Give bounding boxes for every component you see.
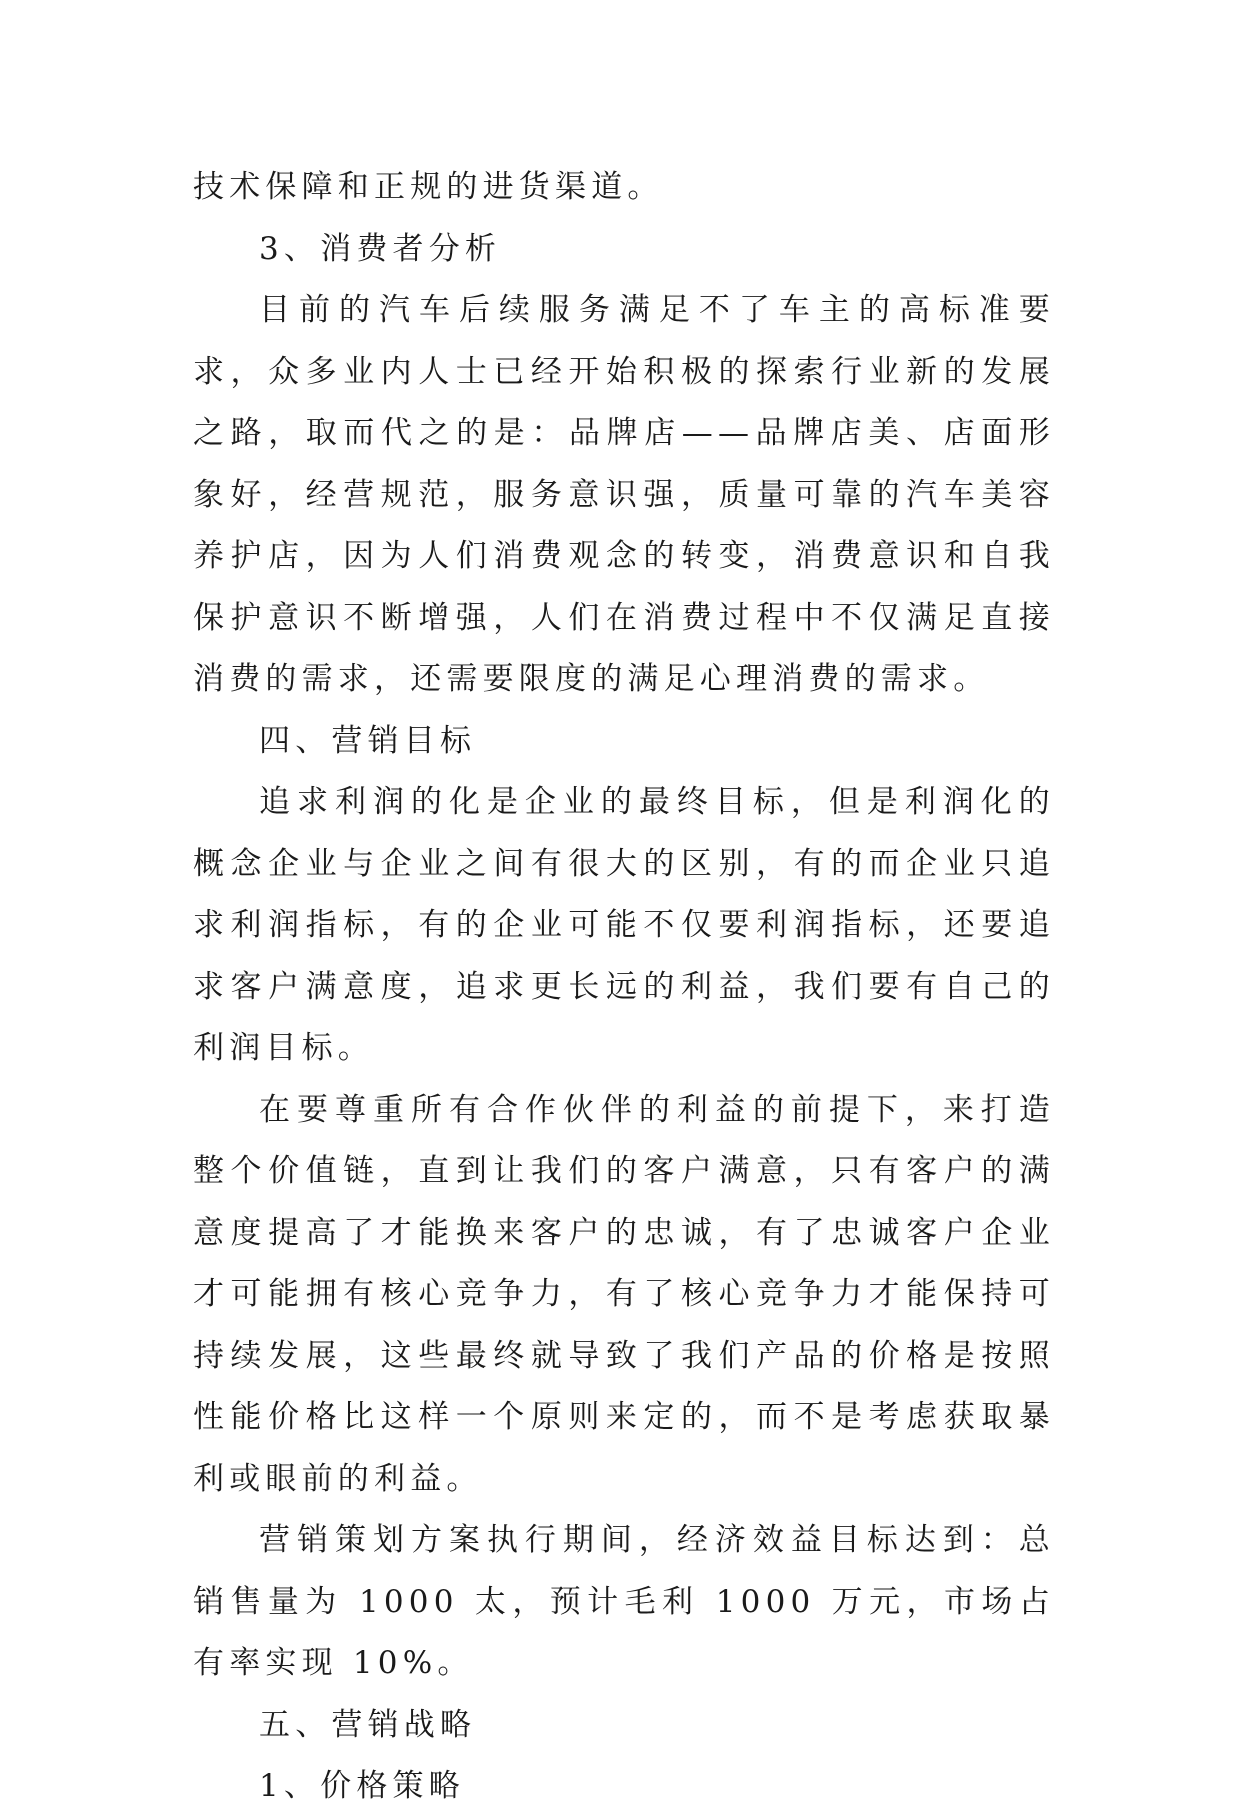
document-page [193,157,1055,1818]
paragraph-economic-targets: 营销策划方案执行期间，经济效益目标达到：总销售量为 1000 太，预计毛利 1000 万元，市场占有率实现 10%。 [193,1522,1055,1681]
paragraph-continuation: 技术保障和正规的进货渠道。 [193,169,664,205]
section-heading-marketing-strategy: 五、营销战略 [259,1706,477,1743]
section-heading-marketing-goals: 四、营销目标 [259,722,477,759]
paragraph-consumer-analysis: 目前的汽车后续服务满足不了车主的高标准要求，众多业内人士已经开始积极的探索行业新的发展之路，取而代之的是：品牌店——品牌店美、店面形象好，经营规范，服务意识强，质量可靠的汽车美容养护店，因为人们消费观念的转变，消费意识和自我保护意识不断增强，人们在消费过程中不仅满足直接消费的需求，还需要限度的满足心理消费的需求。 [193,292,1055,697]
paragraph-profit-goal: 追求利润的化是企业的最终目标，但是利润化的概念企业与企业之间有很大的区别，有的而企业只追求利润指标，有的企业可能不仅要利润指标，还要追求客户满意度，追求更长远的利益，我们要有自己的利润目标。 [193,784,1055,1066]
section-heading-consumer-analysis: 3、消费者分析 [259,230,502,267]
section-heading-price-strategy: 1、价格策略 [259,1768,465,1804]
paragraph-value-chain: 在要尊重所有合作伙伴的利益的前提下，来打造整个价值链，直到让我们的客户满意，只有客户的满意度提高了才能换来客户的忠诚，有了忠诚客户企业才可能拥有核心竞争力，有了核心竞争力才能保持可持续发展，这些最终就导致了我们产品的价格是按照性能价格比这样一个原则来定的，而不是考虑获取暴利或眼前的利益。 [193,1091,1055,1497]
